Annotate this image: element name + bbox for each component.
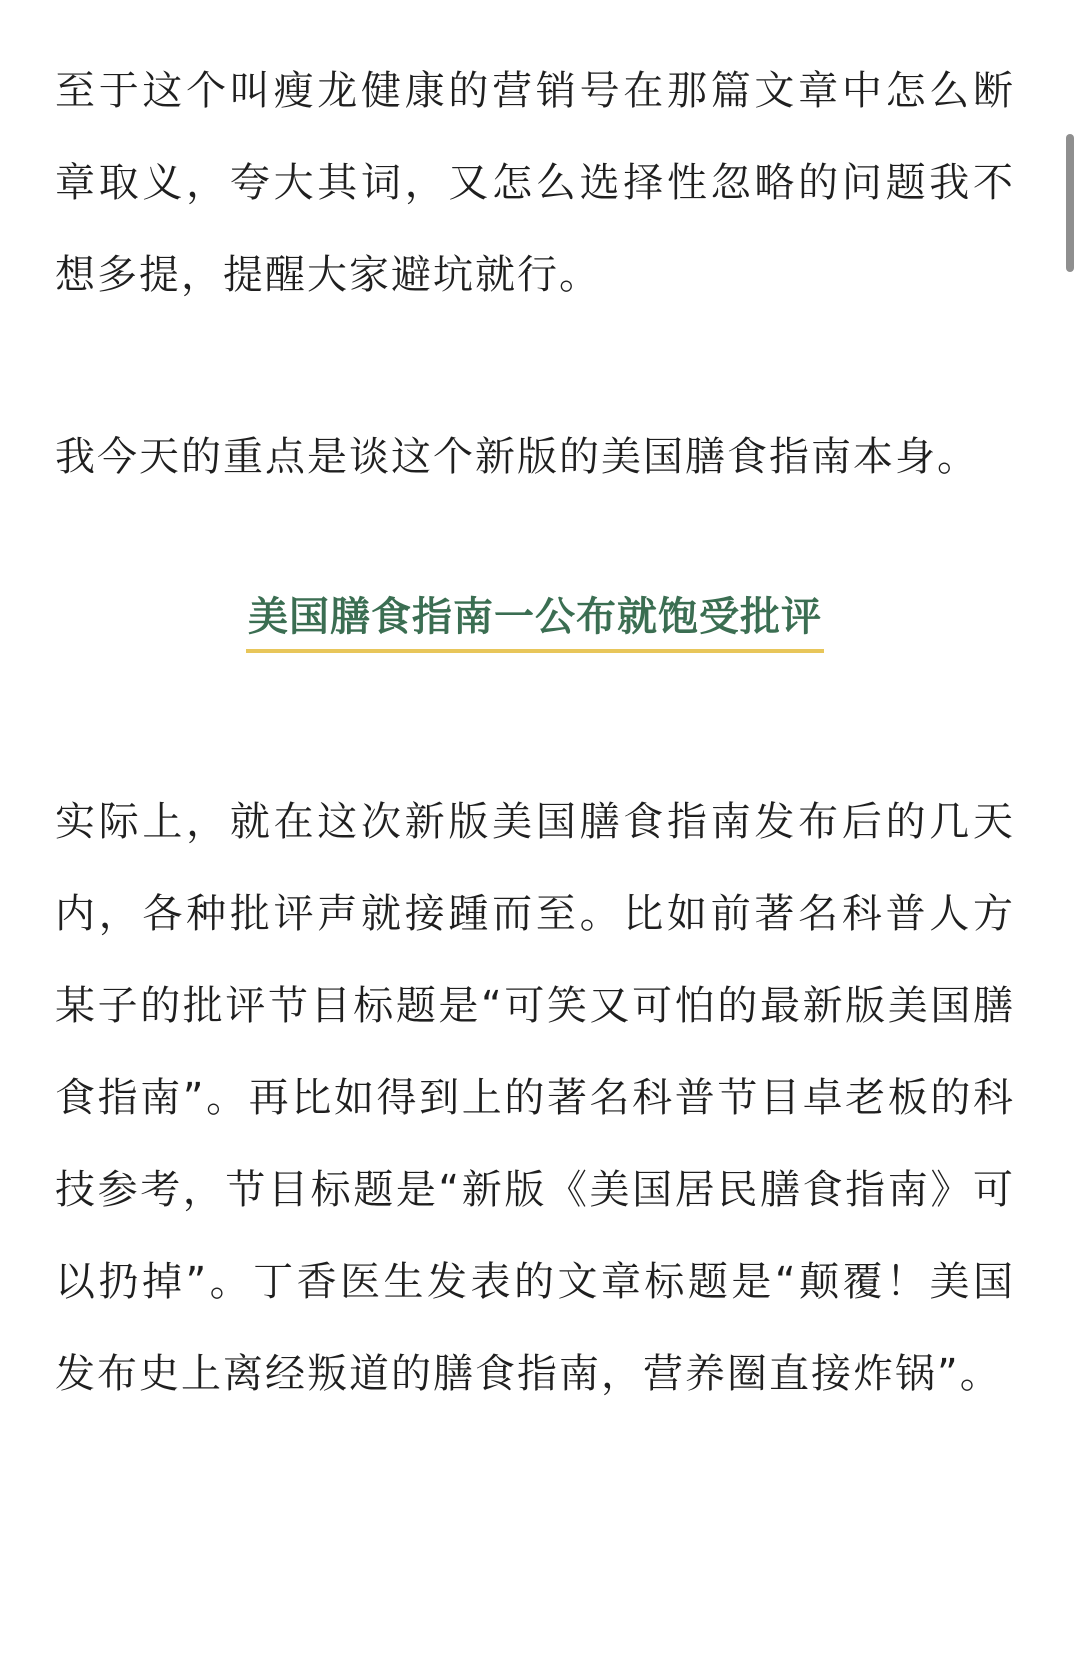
section-heading: 美国膳食指南一公布就饱受批评	[246, 591, 824, 653]
article-paragraph: 至于这个叫瘦龙健康的营销号在那篇文章中怎么断章取义，夸大其词，又怎么选择性忽略的问题我不想多提，提醒大家避坑就行。	[55, 68, 1015, 298]
scrollbar-thumb[interactable]	[1066, 134, 1074, 272]
article-paragraph: 我今天的重点是谈这个新版的美国膳食指南本身。	[55, 434, 979, 480]
article-paragraph: 实际上，就在这次新版美国膳食指南发布后的几天内，各种批评声就接踵而至。比如前著名科普人方某子的批评节目标题是“可笑又可怕的最新版美国膳食指南”。再比如得到上的著名科普节目卓老板的科技参考，节目标题是“新版《美国居民膳食指南》可以扔掉”。丁香医生发表的文章标题是“颠覆！美国发布史上离经叛道的膳食指南，营养圈直接炸锅”。	[55, 799, 1015, 1397]
article-body	[55, 45, 1015, 1420]
section-heading-container	[55, 591, 1015, 681]
